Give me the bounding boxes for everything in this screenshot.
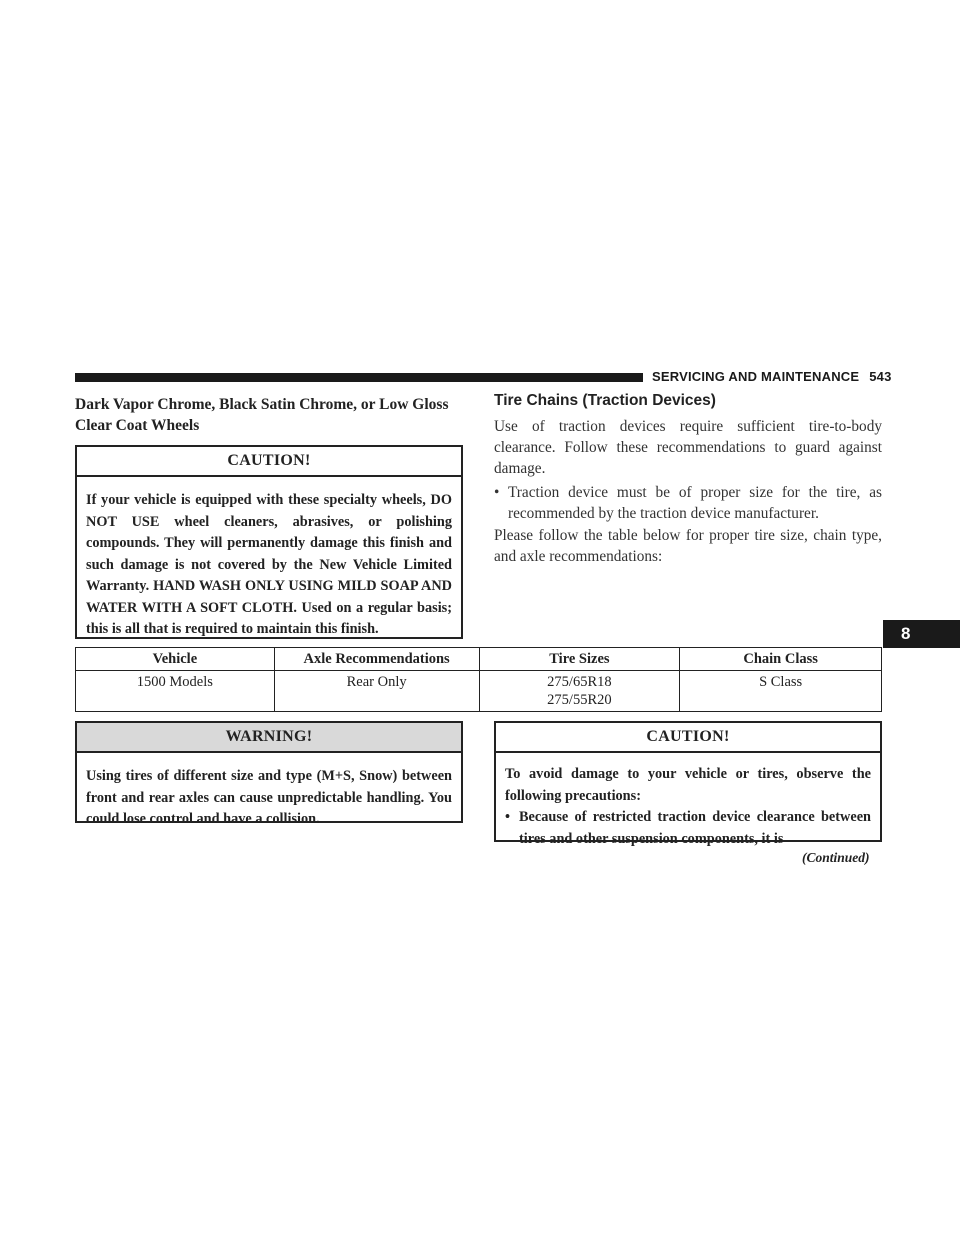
table-intro: Please follow the table below for proper tire size, chain type, and axle recommendations:	[494, 527, 882, 565]
tire-size-1: 275/65R18	[547, 674, 612, 690]
warning-body: Using tires of different size and type (M+S, Snow) between front and rear axles can cause unpredictable handling. You could lose control and have a collision.	[86, 768, 452, 827]
caution-box-wheels	[75, 445, 463, 639]
cell-chain-class: S Class	[680, 671, 882, 712]
warning-title: WARNING!	[77, 723, 461, 753]
running-header	[652, 369, 892, 384]
warning-box	[75, 721, 463, 827]
table-row	[76, 671, 882, 712]
continued-note: (Continued)	[802, 850, 870, 865]
tire-chains-intro: Use of traction devices require sufficient tire-to-body clearance. Follow these recommendations to guard against damage.	[494, 418, 882, 477]
caution-bullet: Because of restricted traction device clearance between tires and other suspension components, it is	[519, 809, 871, 847]
cell-axle: Rear Only	[274, 671, 479, 712]
bullet-text: Traction device must be of proper size for the tire, as recommended by the traction device manufacturer.	[508, 484, 882, 522]
chapter-tab: 8	[883, 620, 960, 648]
caution-intro: To avoid damage to your vehicle or tires, observe the following precautions:	[505, 766, 871, 804]
cell-tire-sizes	[479, 671, 680, 712]
caution-title-2: CAUTION!	[496, 723, 880, 753]
tire-chains-heading: Tire Chains (Traction Devices)	[494, 392, 716, 409]
page-number: 543	[869, 369, 892, 384]
section-title: SERVICING AND MAINTENANCE	[652, 369, 860, 384]
col-vehicle: Vehicle	[76, 648, 275, 671]
cell-vehicle: 1500 Models	[76, 671, 275, 712]
caution-body: If your vehicle is equipped with these specialty wheels, DO NOT USE wheel cleaners, abrasives, or polishing compounds. They will permanently damage this finish and such damage is not covered by the New Vehicle Limited Warranty. HAND WASH ONLY USING MILD SOAP AND WATER WITH A SOFT CLOTH. Used on a regular basis; this is all that is required to maintain this finish.	[86, 492, 452, 637]
tire-chains-bullet	[494, 482, 882, 524]
table-header-row	[76, 648, 882, 671]
caution-body-2	[496, 753, 880, 858]
col-axle: Axle Recommendations	[274, 648, 479, 671]
wheels-heading: Dark Vapor Chrome, Black Satin Chrome, or Low Gloss Clear Coat Wheels	[75, 396, 449, 434]
bullet-icon: •	[505, 809, 511, 825]
header-rule	[75, 373, 643, 382]
col-tire-sizes: Tire Sizes	[479, 648, 680, 671]
caution-title: CAUTION!	[77, 447, 461, 477]
chain-table	[75, 647, 882, 712]
caution-box-chains	[494, 721, 882, 847]
tire-size-2: 275/55R20	[547, 692, 612, 708]
bullet-icon: •	[494, 484, 500, 501]
col-chain-class: Chain Class	[680, 648, 882, 671]
